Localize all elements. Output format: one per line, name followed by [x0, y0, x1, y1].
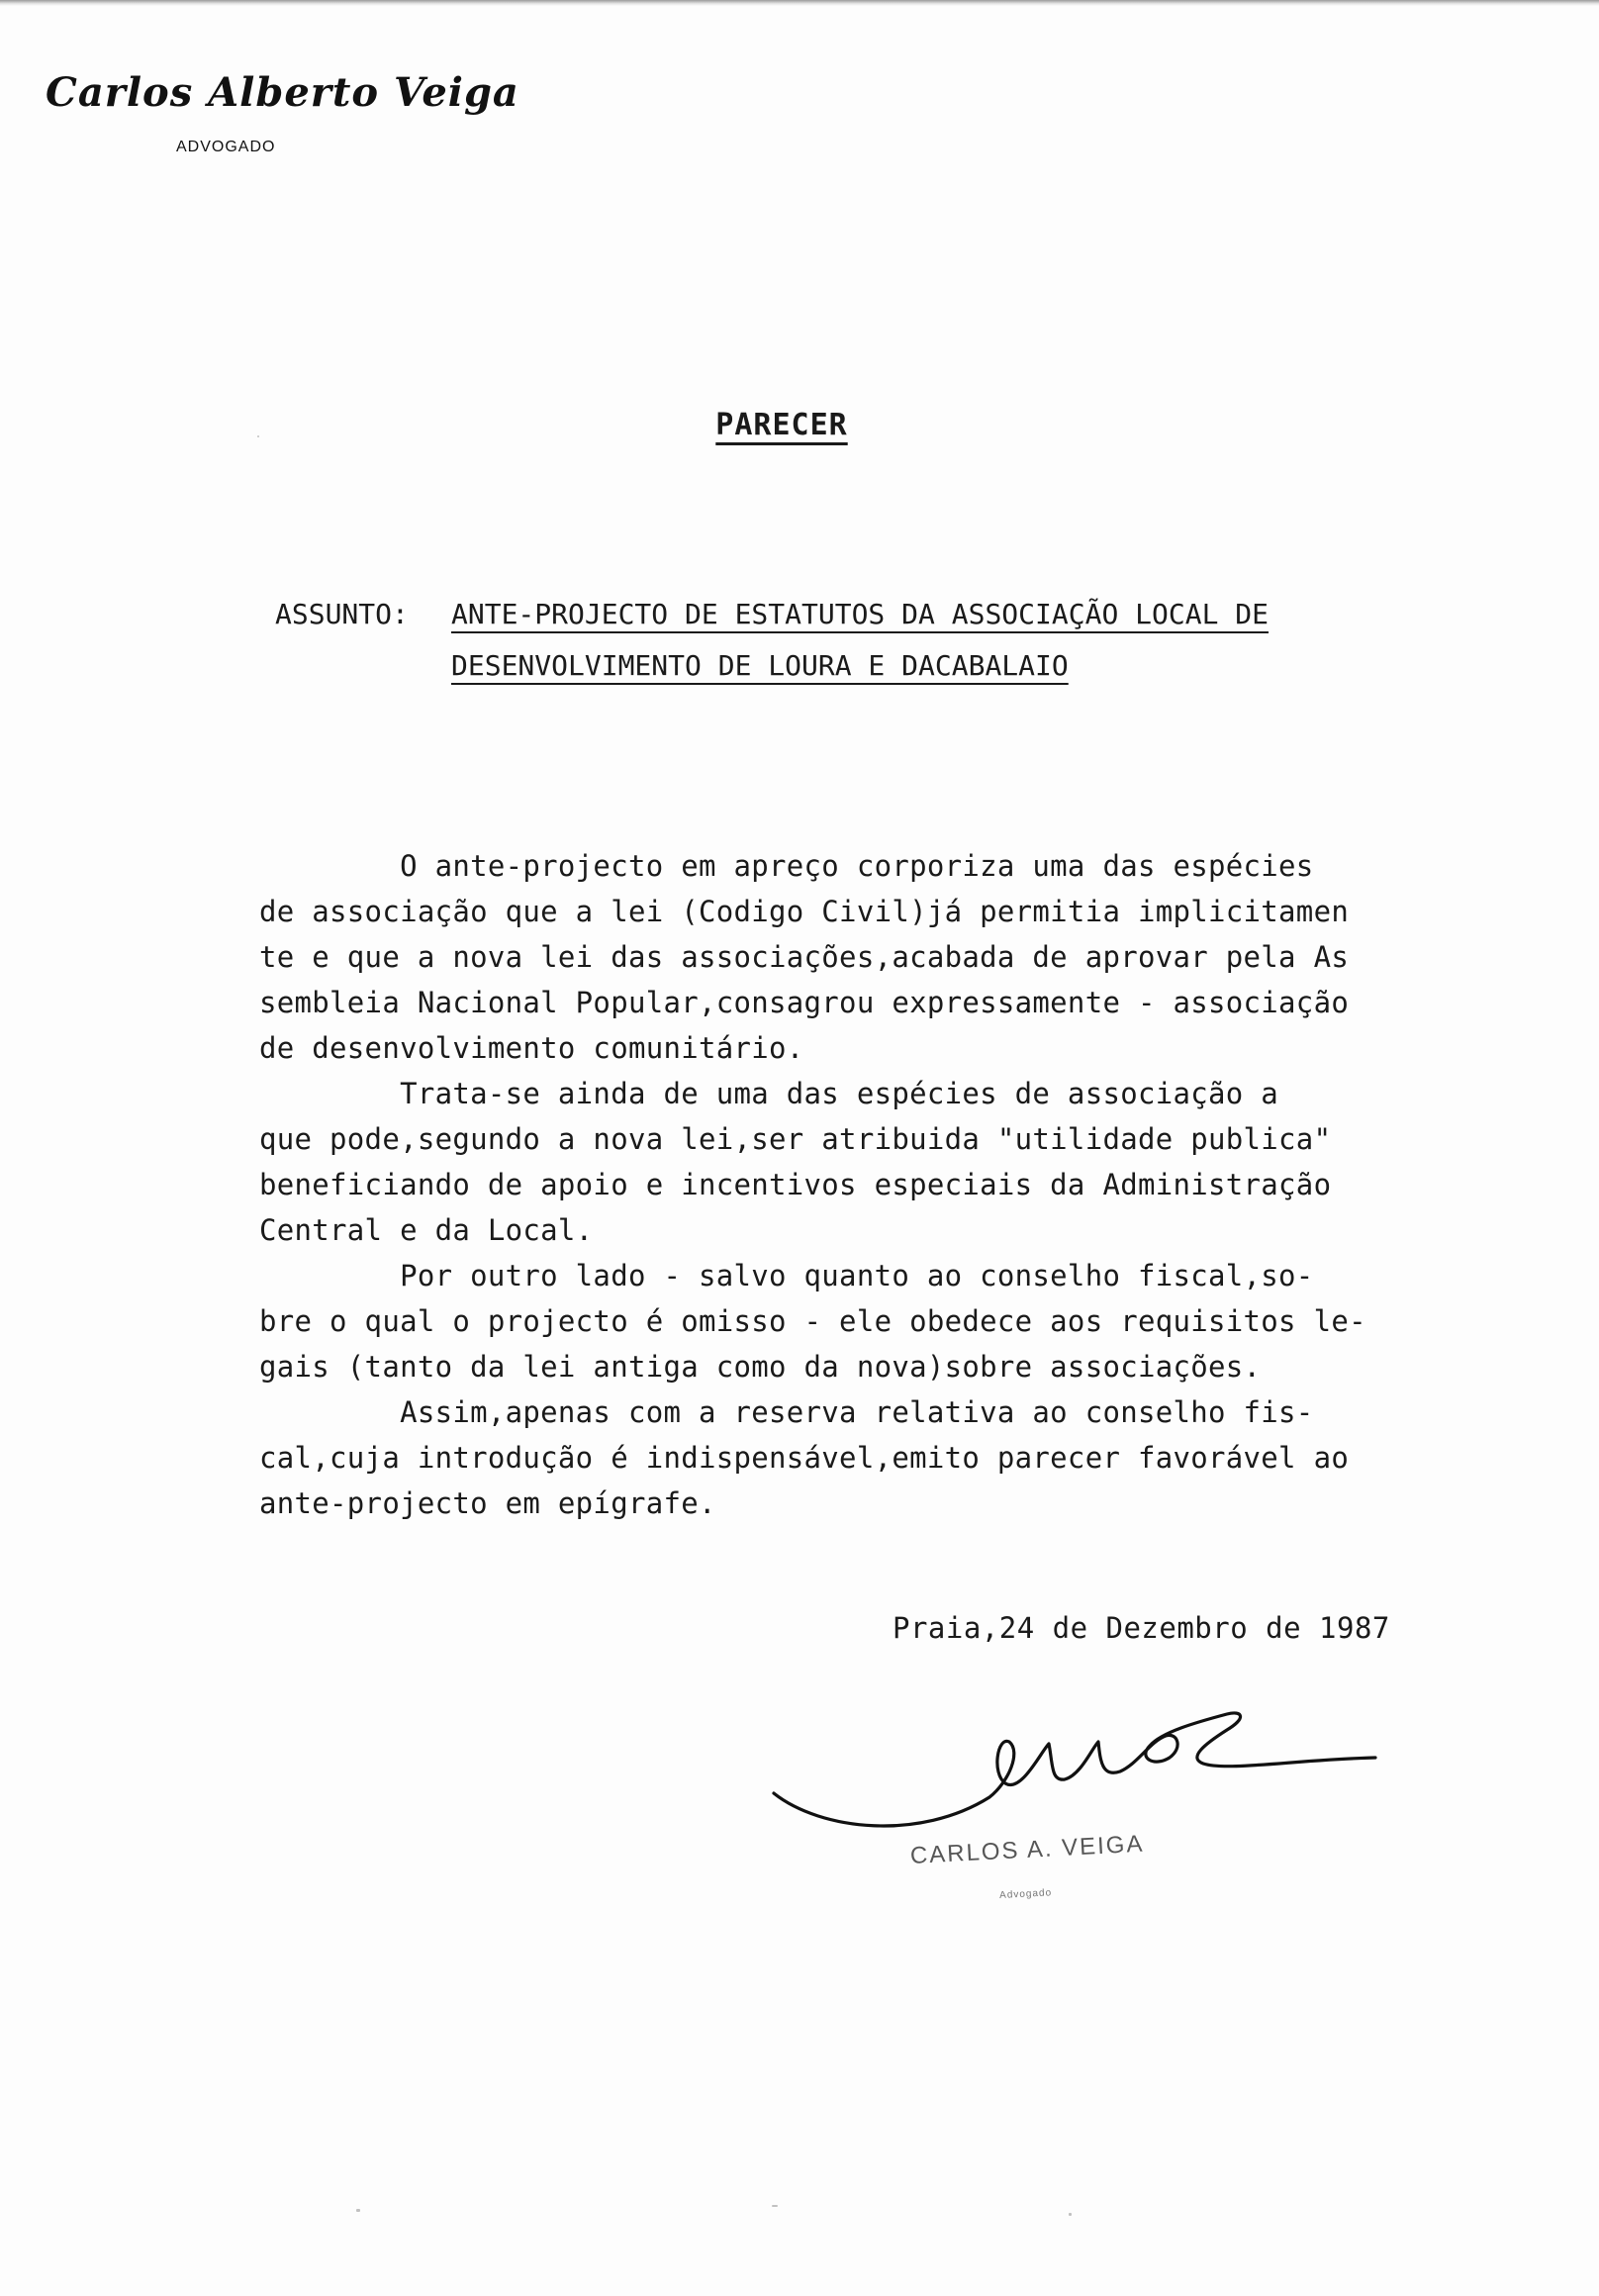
letterhead-name: Carlos Alberto Veiga — [46, 69, 519, 116]
letterhead-title: ADVOGADO — [176, 139, 276, 155]
scan-speck — [356, 2209, 360, 2212]
scan-speck — [772, 2205, 778, 2207]
paragraph-1: O ante-projecto em apreço corporiza uma das espécies de associação que a lei (Codigo Civil)já permitia implicitamen te e que a nova lei das associações,acabada de aprovar pela As sembleia Nacional Popular,consagrou expressamente - associação de desenvolvimento comunitário. — [259, 849, 1350, 1065]
letterhead — [46, 69, 519, 155]
document-title: PARECER — [715, 408, 848, 442]
scan-speck — [1069, 2213, 1072, 2216]
scan-top-edge — [0, 0, 1599, 6]
date-line: Praia,24 de Dezembro de 1987 — [893, 1611, 1390, 1645]
scan-speck — [257, 435, 259, 437]
paragraph-3: Por outro lado - salvo quanto ao conselho fiscal,so- bre o qual o projecto é omisso - ele obedece aos requisitos le- gais (tanto da lei antiga como da nova)sobre associações. — [259, 1259, 1366, 1384]
subject-label: ASSUNTO: — [275, 598, 409, 630]
subject-line-2: DESENVOLVIMENTO DE LOURA E DACABALAIO — [451, 649, 1069, 682]
paragraph-2: Trata-se ainda de uma das espécies de associação a que pode,segundo a nova lei,ser atribuida "utilidade publica" beneficiando de apoio e incentivos especiais da Administração Central e da Local. — [259, 1077, 1332, 1247]
body-text — [259, 843, 1486, 1526]
handwritten-signature — [762, 1702, 1395, 1841]
subject-line-1: ANTE-PROJECTO DE ESTATUTOS DA ASSOCIAÇÃO LOCAL DE — [451, 598, 1270, 630]
signature-stamp — [909, 1830, 1227, 1902]
stamp-title: Advogado — [998, 1887, 1053, 1902]
paragraph-4: Assim,apenas com a reserva relativa ao conselho fis- cal,cuja introdução é indispensável,emito parecer favorável ao ante-projecto em epígrafe. — [259, 1395, 1350, 1520]
stamp-name: CARLOS A. VEIGA — [909, 1830, 1146, 1869]
